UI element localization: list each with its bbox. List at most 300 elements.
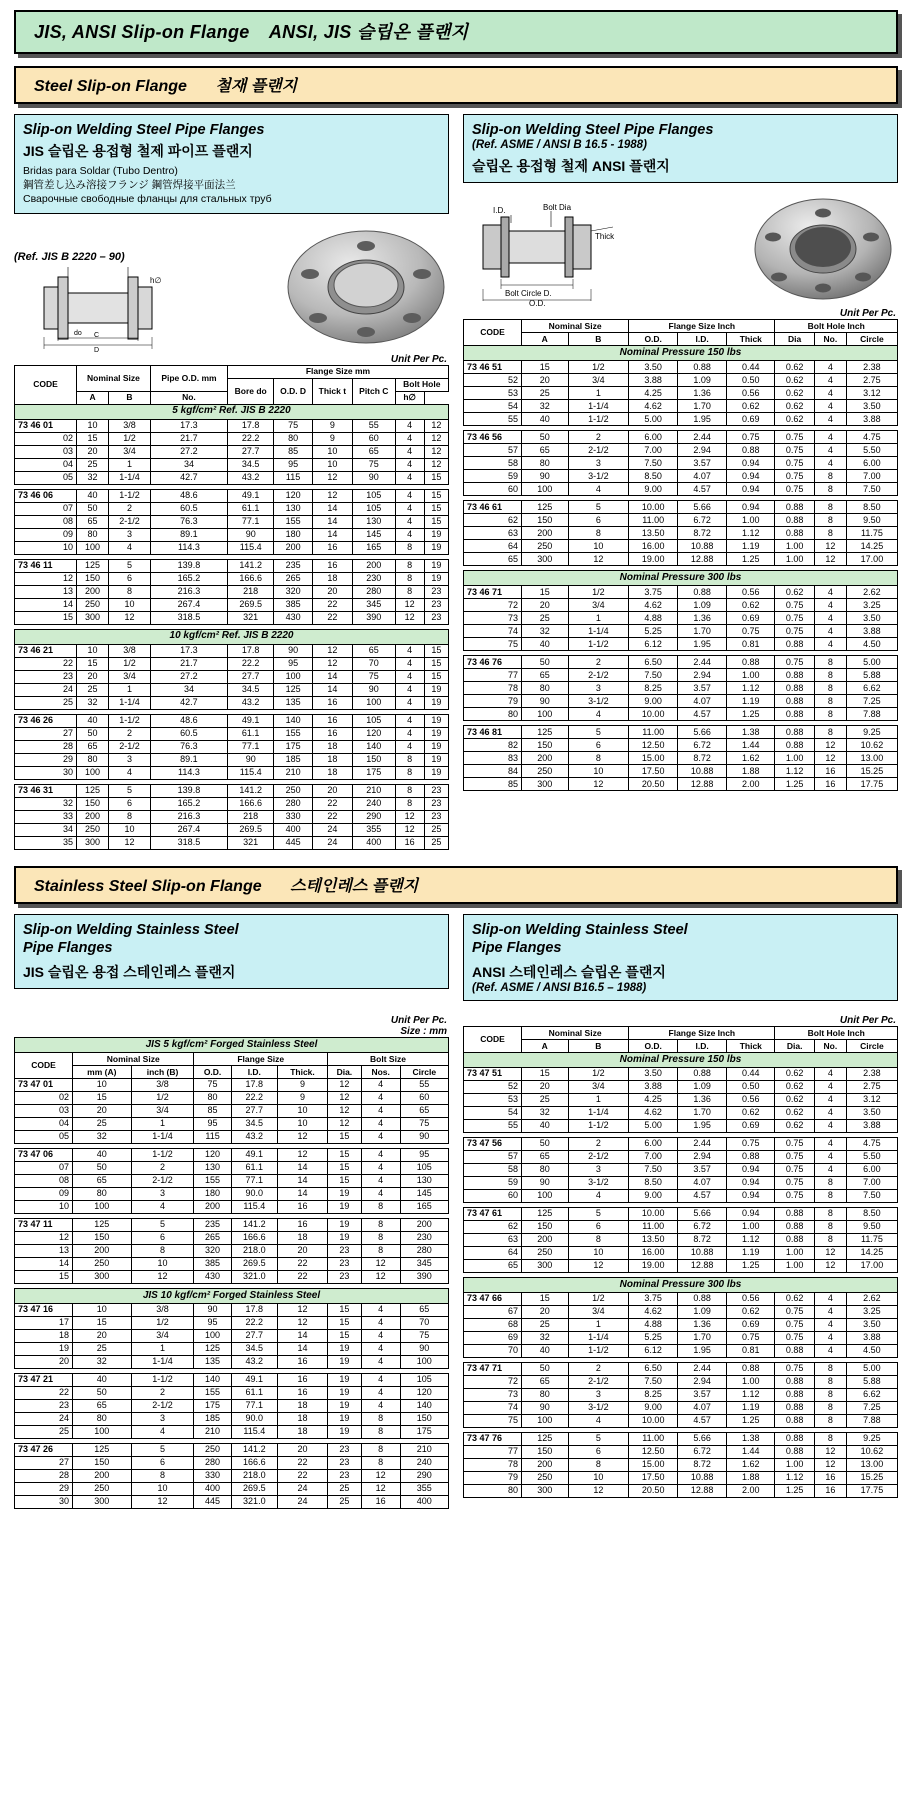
cell: 155 [194, 1386, 231, 1399]
row-code: 73 47 26 [15, 1443, 73, 1456]
cell: 4.57 [678, 1189, 727, 1202]
th-thick: Thick t [312, 378, 352, 404]
cell: 12 [424, 445, 448, 458]
cell: 19 [424, 740, 448, 753]
cell: 2.44 [678, 656, 727, 669]
cell: 2-1/2 [131, 1399, 194, 1412]
row-code: 74 [464, 1401, 522, 1414]
cell: 318.5 [150, 836, 227, 849]
cell: 10 [73, 1078, 132, 1091]
row-code: 73 47 16 [15, 1303, 73, 1316]
cell: 17.8 [227, 419, 273, 432]
cell: 3/4 [568, 1080, 629, 1093]
cell: 3.75 [629, 1292, 678, 1305]
cell: 76.3 [150, 740, 227, 753]
cell: 105 [400, 1161, 448, 1174]
cell: 50 [73, 1161, 132, 1174]
cell: 1-1/4 [131, 1355, 194, 1368]
cell: 20 [522, 599, 569, 612]
cell: 12 [131, 1495, 194, 1508]
row-code: 02 [15, 432, 77, 445]
cell: 4 [568, 1414, 629, 1427]
cell: 50 [522, 1137, 569, 1150]
cell: 12.88 [678, 1484, 727, 1497]
cell: 235 [274, 559, 312, 572]
cell: 0.88 [775, 638, 814, 651]
row-code: 04 [15, 1117, 73, 1130]
cell: 120 [274, 489, 312, 502]
cell: 8 [814, 514, 846, 527]
cell: 4 [395, 515, 424, 528]
cell: 8 [814, 669, 846, 682]
cell: 6 [568, 514, 629, 527]
cell: 18 [277, 1412, 327, 1425]
cell: 1-1/4 [568, 625, 629, 638]
cell: 115.4 [231, 1200, 277, 1213]
cell: 100 [274, 670, 312, 683]
cell: 139.8 [150, 559, 227, 572]
cell: 1-1/4 [568, 1106, 629, 1119]
cell: 95 [194, 1117, 231, 1130]
row-code: 17 [15, 1316, 73, 1329]
cell: 1/2 [131, 1091, 194, 1104]
cell: 23 [424, 784, 448, 797]
cell: 80 [73, 1187, 132, 1200]
cell: 22 [312, 810, 352, 823]
cell: 1.09 [678, 374, 727, 387]
cell: 70 [352, 657, 395, 670]
th-bolthole: Bolt Hole Inch [775, 1026, 898, 1039]
th-circle: Circle [846, 333, 897, 346]
cell: 445 [194, 1495, 231, 1508]
row-code: 73 47 66 [464, 1292, 522, 1305]
cell: 8 [814, 656, 846, 669]
cell: 25 [77, 683, 109, 696]
cell: 250 [194, 1443, 231, 1456]
cell: 11.00 [629, 726, 678, 739]
cell: 4 [109, 541, 151, 554]
cell: 19 [424, 696, 448, 709]
cell: 23 [328, 1469, 362, 1482]
cell: 166.6 [231, 1456, 277, 1469]
cell: 8 [814, 1375, 846, 1388]
cell: 0.94 [727, 470, 775, 483]
cell: 1.36 [678, 1318, 727, 1331]
cell: 16 [814, 1471, 846, 1484]
cell: 0.69 [727, 413, 775, 426]
row-code: 73 47 21 [15, 1373, 73, 1386]
row-code: 27 [15, 1456, 73, 1469]
cell: 15 [522, 361, 569, 374]
cell: 2.62 [846, 1292, 897, 1305]
cell: 4 [814, 431, 846, 444]
cell: 235 [194, 1218, 231, 1231]
cell: 0.62 [775, 374, 814, 387]
cell: 11.75 [846, 527, 897, 540]
cell: 12 [361, 1257, 400, 1270]
cell: 1-1/2 [109, 489, 151, 502]
cell: 10 [277, 1117, 327, 1130]
cell: 90.0 [231, 1412, 277, 1425]
jis-ss-titlebox [14, 914, 449, 989]
cell: 32 [522, 625, 569, 638]
cell: 290 [352, 810, 395, 823]
cell: 15 [522, 1067, 569, 1080]
cell: 5.00 [846, 656, 897, 669]
cell: 2 [568, 431, 629, 444]
cell: 16 [312, 727, 352, 740]
cell: 7.50 [846, 1189, 897, 1202]
cell: 6 [109, 572, 151, 585]
cell: 10.00 [629, 1207, 678, 1220]
cell: 4 [361, 1373, 400, 1386]
cell: 49.1 [227, 714, 273, 727]
cell: 90 [227, 528, 273, 541]
cell: 12 [395, 823, 424, 836]
cell: 1.00 [727, 514, 775, 527]
cell: 175 [194, 1399, 231, 1412]
cell: 0.88 [727, 1362, 775, 1375]
cell: 17.75 [846, 778, 897, 791]
row-code: 84 [464, 765, 522, 778]
cell: 135 [274, 696, 312, 709]
cell: 22 [277, 1257, 327, 1270]
cell: 10.88 [678, 1246, 727, 1259]
cell: 34 [150, 458, 227, 471]
cell: 4.50 [846, 1344, 897, 1357]
svg-text:do: do [74, 329, 82, 337]
cell: 1.88 [727, 765, 775, 778]
cell: 5.25 [629, 1331, 678, 1344]
row-code: 03 [15, 445, 77, 458]
cell: 90 [227, 753, 273, 766]
cell: 77.1 [231, 1174, 277, 1187]
cell: 200 [522, 527, 569, 540]
cell: 4 [395, 471, 424, 484]
row-code: 78 [464, 682, 522, 695]
cell: 1.95 [678, 638, 727, 651]
cell: 8.50 [846, 501, 897, 514]
cell: 280 [352, 585, 395, 598]
row-code: 60 [464, 483, 522, 496]
cell: 23 [424, 585, 448, 598]
cell: 8 [109, 810, 151, 823]
cell: 7.88 [846, 1414, 897, 1427]
row-code: 73 47 11 [15, 1218, 73, 1231]
cell: 8 [814, 527, 846, 540]
cell: 40 [77, 489, 109, 502]
cell: 4 [395, 683, 424, 696]
cell: 0.88 [775, 514, 814, 527]
th-nominal: Nominal Size [522, 1026, 629, 1039]
row-code: 59 [464, 1176, 522, 1189]
cell: 12.88 [678, 553, 727, 566]
cell: 3.88 [846, 625, 897, 638]
cell: 6 [568, 739, 629, 752]
cell: 115 [274, 471, 312, 484]
row-code: 19 [15, 1342, 73, 1355]
cell: 12 [361, 1469, 400, 1482]
cell: 15.25 [846, 1471, 897, 1484]
jis-steel-column [14, 114, 449, 850]
th-flange: Flange Size Inch [629, 320, 775, 333]
cell: 27.7 [231, 1104, 277, 1117]
cell: 0.88 [775, 669, 814, 682]
cell: 175 [400, 1425, 448, 1438]
cell: 7.50 [629, 1375, 678, 1388]
cell: 250 [73, 1257, 132, 1270]
cell: 9.50 [846, 514, 897, 527]
cell: 267.4 [150, 823, 227, 836]
cell: 15.00 [629, 1458, 678, 1471]
cell: 1.25 [727, 553, 775, 566]
th-nominal: Nominal Size [73, 1052, 194, 1065]
cell: 12.88 [678, 778, 727, 791]
cell: 1/2 [568, 586, 629, 599]
cell: 8 [814, 708, 846, 721]
row-code: 10 [15, 541, 77, 554]
cell: 25 [73, 1117, 132, 1130]
cell: 0.75 [775, 483, 814, 496]
row-code: 63 [464, 527, 522, 540]
cell: 3.50 [846, 612, 897, 625]
cell: 0.88 [775, 695, 814, 708]
th-nominal-b: B [109, 391, 151, 404]
cell: 1/2 [109, 432, 151, 445]
cell: 3/4 [568, 599, 629, 612]
cell: 7.25 [846, 1401, 897, 1414]
cell: 8 [395, 797, 424, 810]
row-code: 34 [15, 823, 77, 836]
cell: 4 [361, 1161, 400, 1174]
cell: 12 [395, 598, 424, 611]
cell: 8.25 [629, 682, 678, 695]
cell: 400 [400, 1495, 448, 1508]
cell: 0.62 [775, 1067, 814, 1080]
cell: 6.12 [629, 1344, 678, 1357]
ansi-steel-title-en: Slip-on Welding Steel Pipe Flanges [472, 122, 714, 138]
cell: 6.72 [678, 1445, 727, 1458]
row-code: 53 [464, 387, 522, 400]
cell: 3.12 [846, 387, 897, 400]
cell: 0.75 [775, 1189, 814, 1202]
cell: 25 [522, 1093, 569, 1106]
cell: 25 [328, 1482, 362, 1495]
cell: 75 [352, 670, 395, 683]
cell: 23 [328, 1244, 362, 1257]
cell: 4 [395, 458, 424, 471]
cell: 12 [361, 1482, 400, 1495]
cell: 300 [522, 1259, 569, 1272]
jis-steel-title-ko: JIS 슬립온 용접형 철제 파이프 플랜지 [23, 143, 253, 160]
cell: 100 [400, 1355, 448, 1368]
cell: 15 [73, 1316, 132, 1329]
cell: 0.75 [775, 1150, 814, 1163]
th-nominal-a: A [77, 391, 109, 404]
cell: 4 [361, 1091, 400, 1104]
jis-ss-group2-title: JIS 10 kgf/cm² Forged Stainless Steel [15, 1288, 449, 1303]
cell: 95 [194, 1316, 231, 1329]
row-code: 35 [15, 836, 77, 849]
cell: 12 [312, 471, 352, 484]
cell: 0.62 [775, 361, 814, 374]
cell: 8 [361, 1244, 400, 1257]
cell: 10.62 [846, 739, 897, 752]
cell: 166.6 [227, 797, 273, 810]
cell: 250 [77, 823, 109, 836]
cell: 8 [814, 726, 846, 739]
th-no: No. [150, 391, 227, 404]
cell: 20 [522, 1305, 569, 1318]
cell: 8 [361, 1218, 400, 1231]
cell: 320 [274, 585, 312, 598]
cell: 9.00 [629, 1189, 678, 1202]
row-code: 73 47 71 [464, 1362, 522, 1375]
cell: 4 [814, 612, 846, 625]
row-code: 07 [15, 1161, 73, 1174]
cell: 135 [194, 1355, 231, 1368]
cell: 75 [352, 458, 395, 471]
cell: 4 [814, 1093, 846, 1106]
cell: 0.81 [727, 1344, 775, 1357]
cell: 265 [274, 572, 312, 585]
cell: 13.00 [846, 752, 897, 765]
cell: 15 [424, 657, 448, 670]
cell: 0.88 [727, 444, 775, 457]
cell: 19.00 [629, 553, 678, 566]
cell: 1.19 [727, 540, 775, 553]
row-code: 05 [15, 1130, 73, 1143]
row-code: 30 [15, 766, 77, 779]
cell: 19 [424, 559, 448, 572]
cell: 1-1/4 [568, 1331, 629, 1344]
cell: 430 [194, 1270, 231, 1283]
cell: 150 [522, 1445, 569, 1458]
cell: 8.25 [629, 1388, 678, 1401]
row-code: 73 47 51 [464, 1067, 522, 1080]
cell: 61.1 [231, 1386, 277, 1399]
th-thick: Thick. [277, 1065, 327, 1078]
cell: 12.50 [629, 739, 678, 752]
cell: 180 [194, 1187, 231, 1200]
cell: 3/4 [568, 1305, 629, 1318]
row-code: 73 47 76 [464, 1432, 522, 1445]
cell: 3/8 [131, 1303, 194, 1316]
row-code: 15 [15, 611, 77, 624]
ansi-steel-flange-photo [748, 191, 898, 306]
cell: 16 [814, 765, 846, 778]
cell: 216.3 [150, 585, 227, 598]
cell: 4 [814, 1318, 846, 1331]
cell: 150 [522, 739, 569, 752]
row-code: 79 [464, 695, 522, 708]
cell: 150 [400, 1412, 448, 1425]
th-no: No. [814, 1039, 846, 1052]
cell: 90 [352, 471, 395, 484]
cell: 14 [277, 1329, 327, 1342]
cell: 16 [277, 1218, 327, 1231]
cell: 4 [361, 1078, 400, 1091]
cell: 8 [814, 1176, 846, 1189]
cell: 14 [312, 670, 352, 683]
row-code: 10 [15, 1200, 73, 1213]
cell: 32 [73, 1355, 132, 1368]
cell: 330 [194, 1469, 231, 1482]
cell: 0.81 [727, 638, 775, 651]
cell: 5 [568, 726, 629, 739]
cell: 90 [352, 683, 395, 696]
cell: 0.69 [727, 612, 775, 625]
cell: 240 [352, 797, 395, 810]
cell: 2.94 [678, 669, 727, 682]
ansi-ss-titlebox [463, 914, 898, 1001]
cell: 2 [109, 502, 151, 515]
cell: 4 [361, 1329, 400, 1342]
row-code: 55 [464, 1119, 522, 1132]
cell: 300 [522, 778, 569, 791]
cell: 27.2 [150, 445, 227, 458]
cell: 8 [814, 1388, 846, 1401]
cell: 0.94 [727, 501, 775, 514]
cell: 12 [277, 1148, 327, 1161]
cell: 0.88 [678, 1067, 727, 1080]
th-nominal: Nominal Size [522, 320, 629, 333]
cell: 16.00 [629, 540, 678, 553]
cell: 65 [73, 1174, 132, 1187]
cell: 125 [73, 1443, 132, 1456]
cell: 12 [814, 1445, 846, 1458]
cell: 16 [361, 1495, 400, 1508]
cell: 19 [328, 1412, 362, 1425]
cell: 9 [277, 1091, 327, 1104]
th-bolthole: Bolt Hole [395, 378, 448, 391]
cell: 1.88 [727, 1471, 775, 1484]
cell: 9 [312, 432, 352, 445]
cell: 1/2 [568, 1067, 629, 1080]
cell: 0.88 [775, 708, 814, 721]
cell: 210 [274, 766, 312, 779]
cell: 3/8 [109, 644, 151, 657]
row-code: 73 47 56 [464, 1137, 522, 1150]
cell: 4 [568, 483, 629, 496]
cell: 18 [277, 1425, 327, 1438]
cell: 8 [131, 1244, 194, 1257]
cell: 4 [814, 1067, 846, 1080]
cell: 218 [227, 585, 273, 598]
cell: 15 [73, 1091, 132, 1104]
cell: 140 [274, 714, 312, 727]
row-code: 73 46 81 [464, 726, 522, 739]
cell: 1.38 [727, 1432, 775, 1445]
row-code: 75 [464, 1414, 522, 1427]
row-code: 73 46 01 [15, 419, 77, 432]
row-code: 33 [15, 810, 77, 823]
cell: 14 [312, 515, 352, 528]
cell: 14 [312, 683, 352, 696]
cell: 8.50 [629, 1176, 678, 1189]
th-b: B [568, 333, 629, 346]
cell: 120 [400, 1386, 448, 1399]
cell: 5.00 [629, 1119, 678, 1132]
cell: 8 [395, 572, 424, 585]
cell: 1.25 [775, 778, 814, 791]
cell: 0.88 [775, 1432, 814, 1445]
cell: 10.00 [629, 1414, 678, 1427]
cell: 24 [312, 836, 352, 849]
cell: 90 [522, 695, 569, 708]
cell: 4 [361, 1117, 400, 1130]
cell: 10 [277, 1104, 327, 1117]
